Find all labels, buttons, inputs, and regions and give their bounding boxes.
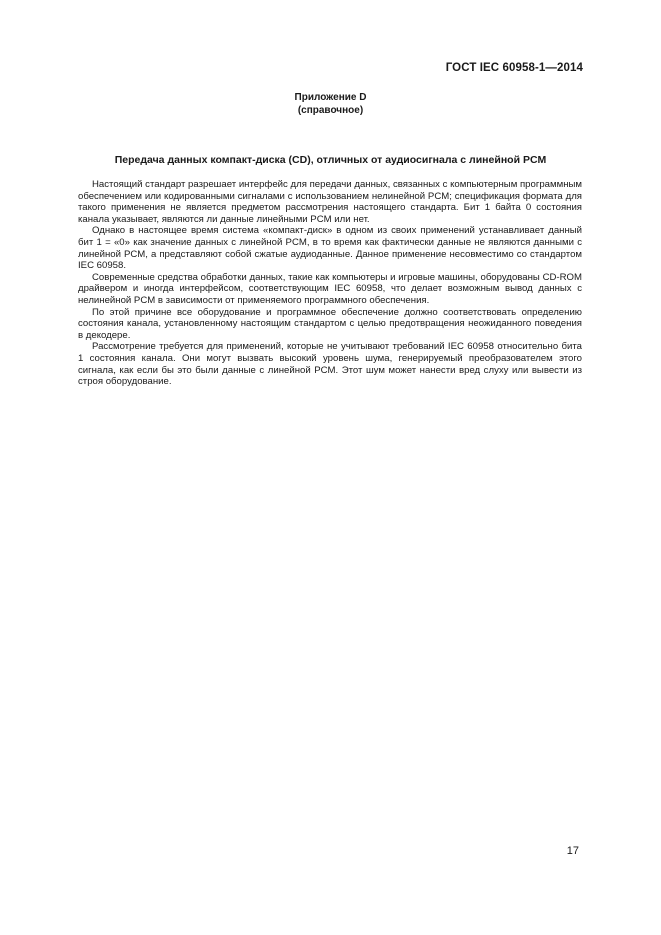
annex-status: (справочное)	[297, 105, 364, 116]
page-number: 17	[566, 845, 579, 857]
section-title: Передача данных компакт-диска (CD), отличных от аудиосигнала с линейной PCM	[114, 154, 547, 166]
annex-label: Приложение D	[294, 92, 367, 103]
paragraph: Современные средства обработки данных, такие как компьютеры и игровые машины, оборудованы CD-ROM драйвером и иногда интерфейсом, соответствующим IEC 60958, что делает возможным вывод данных с нелинейной PCM в зависимости от применяемого программного обеспечения.	[78, 271, 582, 306]
body-text	[78, 179, 582, 388]
paragraph: Рассмотрение требуется для применений, которые не учитывают требований IEC 60958 относительно бита 1 состояния канала. Они могут вызвать высокий уровень шума, генерируемый преобразователем этого сигнала, как если бы это были данные с линейной PCM. Этот шум может нанести вред слуху или вывести из строя оборудование.	[78, 341, 582, 388]
paragraph: По этой причине все оборудование и программное обеспечение должно соответствовать определению состояния канала, установленному настоящим стандартом с целью предотвращения неожиданного поведения в декодере.	[78, 306, 582, 341]
annex-heading	[0, 91, 661, 117]
standard-id-header: ГОСТ IEC 60958-1—2014	[445, 62, 583, 74]
paragraph: Настоящий стандарт разрешает интерфейс для передачи данных, связанных с компьютерным программным обеспечением или кодированными сигналами с использованием нелинейной PCM; спецификация формата для такого применения не является предметом рассмотрения настоящего стандарта. Бит 1 байта 0 состояния канала указывает, являются ли данные линейными PCM или нет.	[78, 179, 582, 225]
paragraph: Однако в настоящее время система «компакт-диск» в одном из своих применений устанавливает данный бит 1 = «0» как значение данных с линейной PCM, в то время как фактически данные не являются данными с линейной PCM, а представляют собой сжатые аудиоданные. Данное применение несовместимо со стандартом IEC 60958.	[78, 225, 582, 272]
